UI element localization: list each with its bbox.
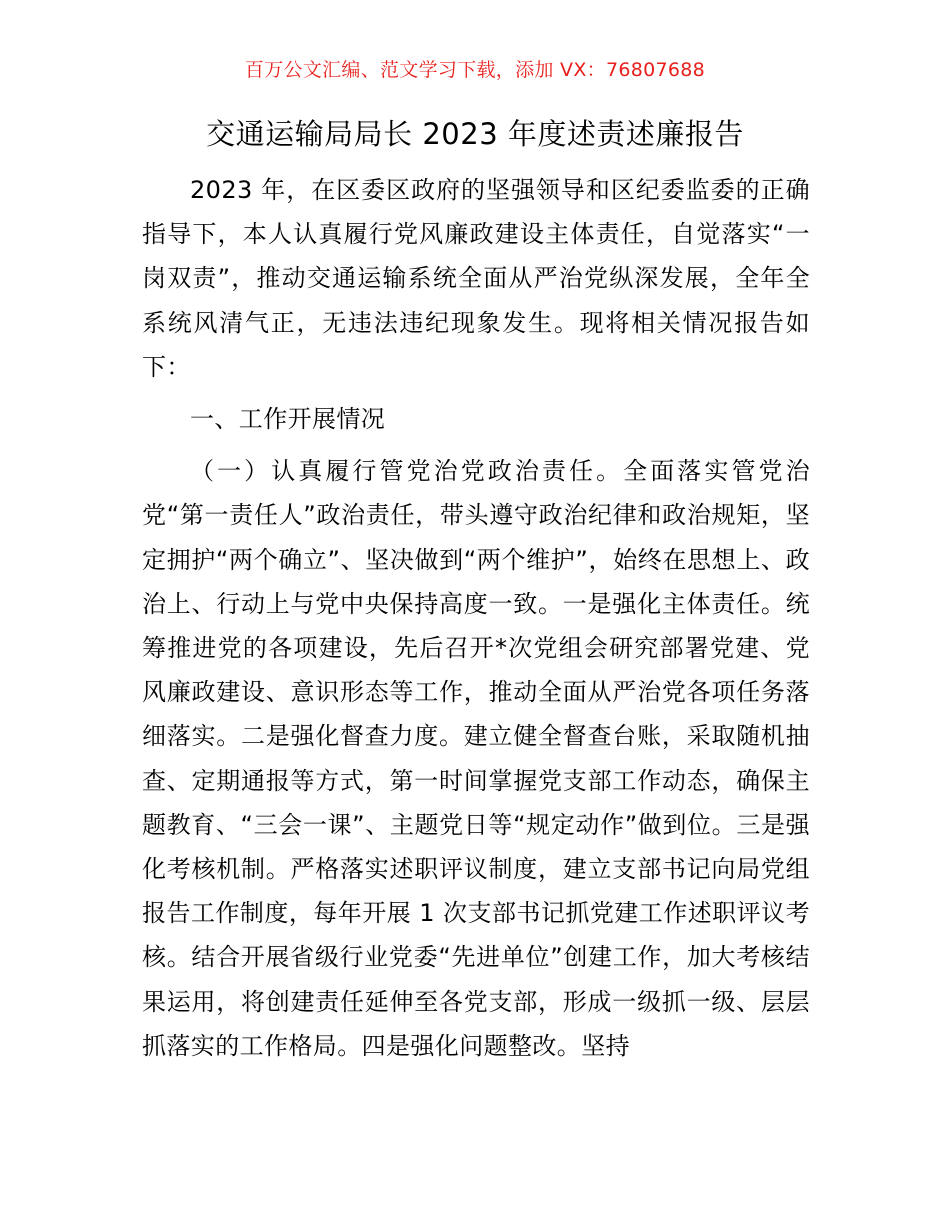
document-body <box>142 168 810 1068</box>
document-title: 交通运输局局长 2023 年度述责述廉报告 <box>206 117 744 151</box>
intro-paragraph: 2023 年，在区委区政府的坚强领导和区纪委监委的正确指导下，本人认真履行党风廉政建设主体责任，自觉落实“一岗双责”，推动交通运输系统全面从严治党纵深发展，全年全系统风清气正，无违法违纪现象发生。现将相关情况报告如下： <box>142 176 810 381</box>
section-heading: 一、工作开展情况 <box>190 405 386 434</box>
promo-banner: 百万公文汇编、范文学习下载，添加 VX：76807688 <box>244 59 706 81</box>
body-paragraph: （一）认真履行管党治党政治责任。全面落实管党治党“第一责任人”政治责任，带头遵守政治纪律和政治规矩，坚定拥护“两个确立”、坚决做到“两个维护”，始终在思想上、政治上、行动上与党中央保持高度一致。一是强化主体责任。统筹推进党的各项建设，先后召开*次党组会研究部署党建、党风廉政建设、意识形态等工作，推动全面从严治党各项任务落细落实。二是强化督查力度。建立健全督查台账，采取随机抽查、定期通报等方式，第一时间掌握党支部工作动态，确保主题教育、“三会一课”、主题党日等“规定动作”做到位。三是强化考核机制。严格落实述职评议制度，建立支部书记向局党组报告工作制度，每年开展 1 次支部书记抓党建工作述职评议考核。结合开展省级行业党委“先进单位”创建工作，加大考核结果运用，将创建责任延伸至各党支部，形成一级抓一级、层层抓落实的工作格局。四是强化问题整改。坚持 <box>142 457 810 1060</box>
